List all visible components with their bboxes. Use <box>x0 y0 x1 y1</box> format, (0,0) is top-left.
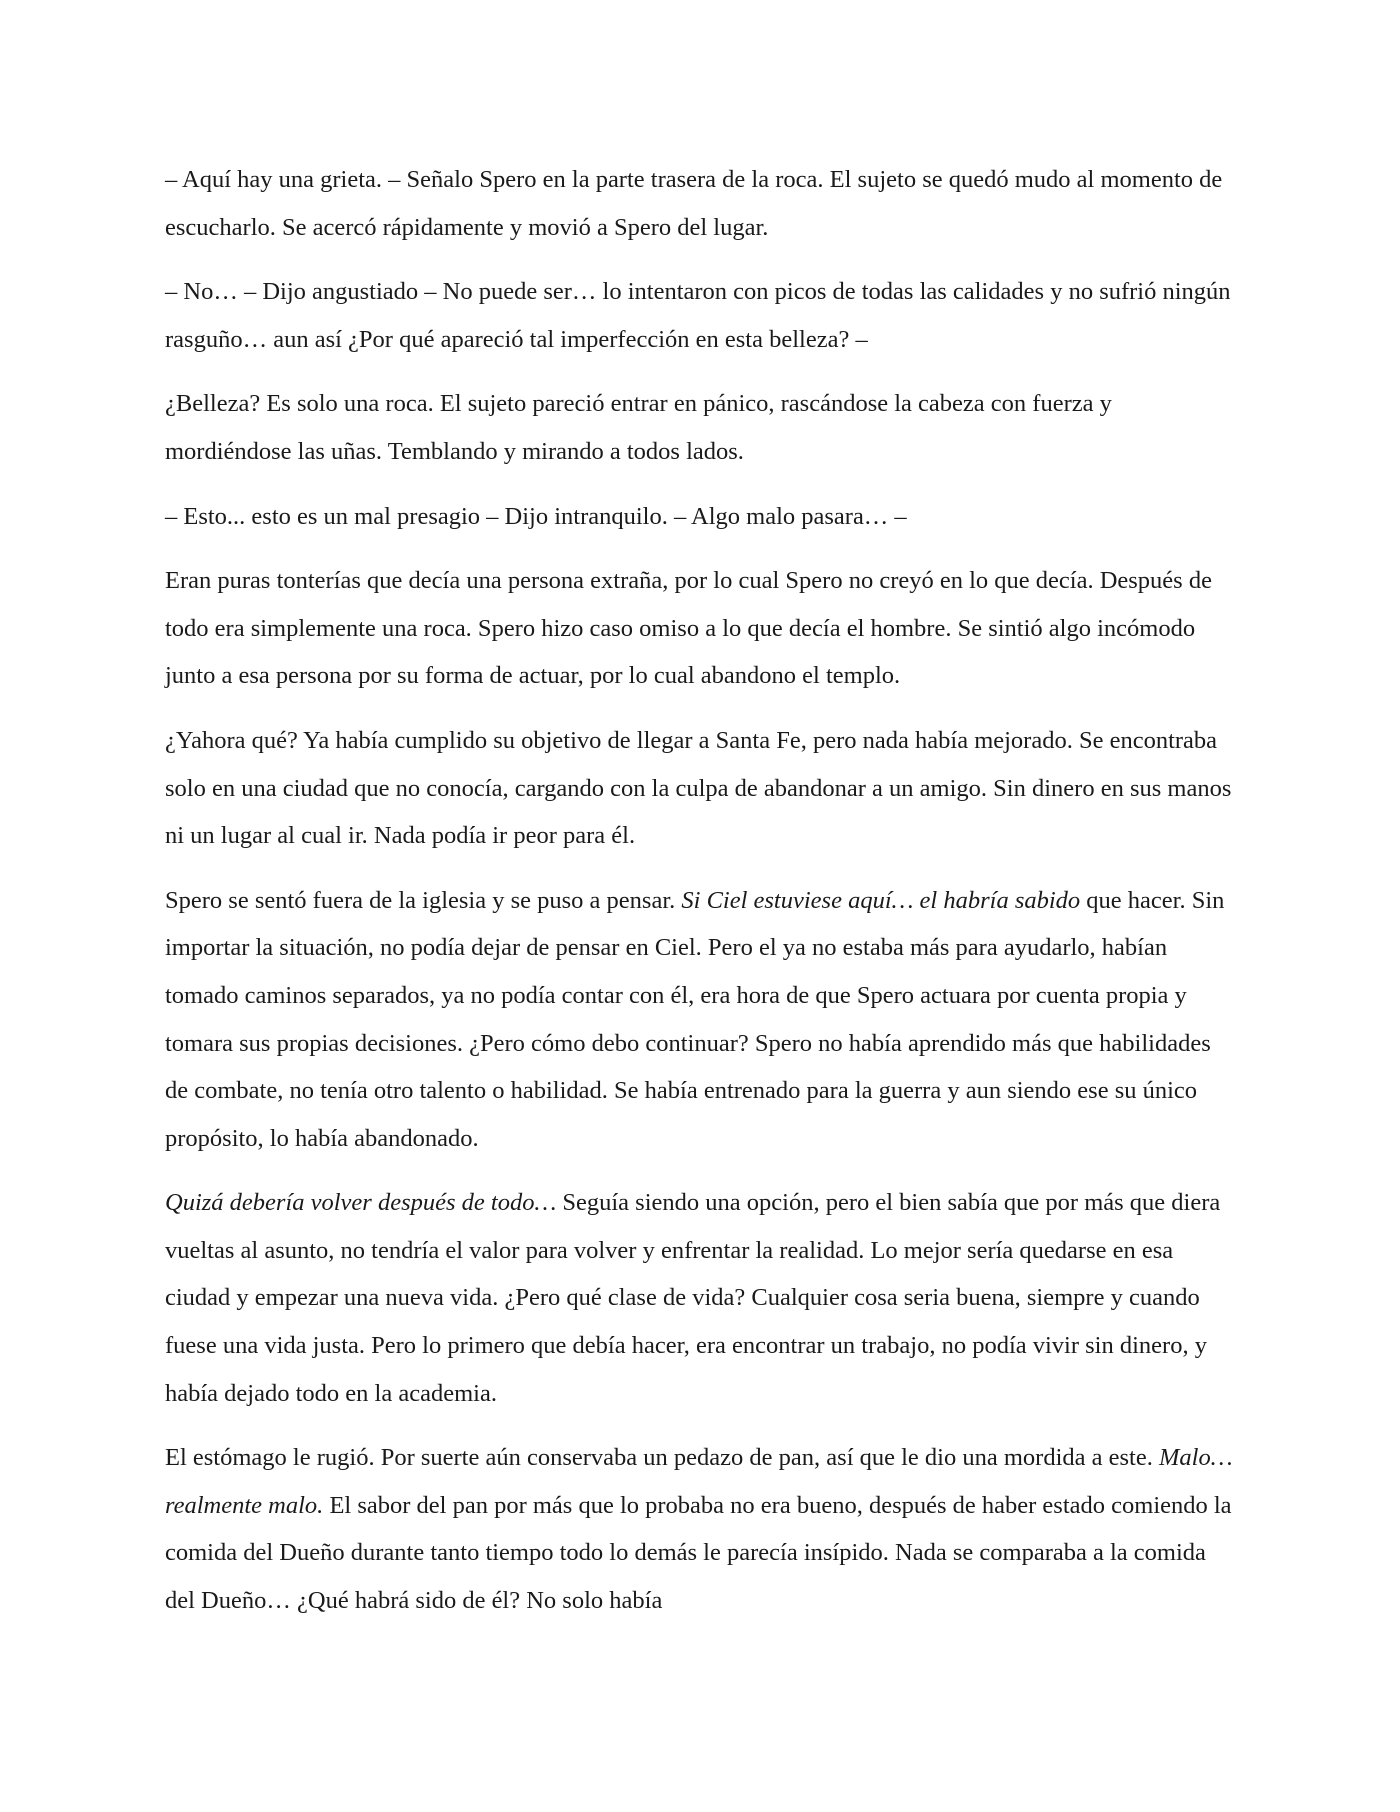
paragraph-text: Eran puras tonterías que decía una persona extraña, por lo cual Spero no creyó en lo que decía. Después de todo era simplemente una roca. Spero hizo caso omiso a lo que decía el hombre. Se sintió algo incómodo junto a esa persona por su forma de actuar, por lo cual abandono el templo. <box>165 567 1212 690</box>
paragraph-text: – Aquí hay una grieta. – Señalo Spero en la parte trasera de la roca. El sujeto se quedó mudo al momento de escucharlo. Se acercó rápidamente y movió a Spero del lugar. <box>165 166 1223 241</box>
paragraph-7 <box>165 877 1235 1163</box>
paragraph-9 <box>165 1434 1235 1624</box>
italic-thought: Malo… realmente malo. <box>165 1444 1233 1519</box>
paragraph-text: El estómago le rugió. Por suerte aún conservaba un pedazo de pan, así que le dio una mordida a este. <box>165 1444 1159 1472</box>
paragraph-6 <box>165 717 1235 860</box>
paragraph-text: – No… – Dijo angustiado – No puede ser… lo intentaron con picos de todas las calidades y no sufrió ningún rasguño… aun así ¿Por qué apareció tal imperfección en esta belleza? – <box>165 278 1231 353</box>
paragraph-4 <box>165 493 1235 541</box>
paragraph-text: ¿Belleza? Es solo una roca. El sujeto pareció entrar en pánico, rascándose la cabeza con fuerza y mordiéndose las uñas. Temblando y mirando a todos lados. <box>165 390 1112 465</box>
italic-thought: Quizá debería volver después de todo… <box>165 1189 557 1217</box>
paragraph-text: ¿Yahora qué? Ya había cumplido su objetivo de llegar a Santa Fe, pero nada había mejorado. Se encontraba solo en una ciudad que no conocía, cargando con la culpa de abandonar a un amigo. Sin dinero en sus manos ni un lugar al cual ir. Nada podía ir peor para él. <box>165 726 1232 850</box>
paragraph-text: Seguía siendo una opción, pero el bien sabía que por más que diera vueltas al asunto, no tendría el valor para volver y enfrentar la realidad. Lo mejor sería quedarse en esa ciudad y empezar una nueva vida. ¿Pero qué clase de vida? Cualquier cosa seria buena, siempre y cuando fuese una vida justa. Pero lo primero que debía hacer, era encontrar un trabajo, no podía vivir sin dinero, y había dejado todo en la academia. <box>165 1189 1221 1407</box>
paragraph-1 <box>165 156 1235 251</box>
paragraph-text: Spero se sentó fuera de la iglesia y se puso a pensar. <box>165 886 682 914</box>
paragraph-3 <box>165 380 1235 475</box>
paragraph-text: El sabor del pan por más que lo probaba no era bueno, después de haber estado comiendo la comida del Dueño durante tanto tiempo todo lo demás le parecía insípido. Nada se comparaba a la comida del Dueño… ¿Qué habrá sido de él? No solo había <box>165 1491 1232 1615</box>
italic-thought: Si Ciel estuviese aquí… el habría sabido <box>681 886 1081 914</box>
document-body <box>165 156 1235 1625</box>
paragraph-5 <box>165 557 1235 700</box>
paragraph-text: que hacer. Sin importar la situación, no podía dejar de pensar en Ciel. Pero el ya no estaba más para ayudarlo, habían tomado caminos separados, ya no podía contar con él, era hora de que Spero actuara por cuenta propia y tomara sus propias decisiones. ¿Pero cómo debo continuar? Spero no había aprendido más que habilidades de combate, no tenía otro talento o habilidad. Se había entrenado para la guerra y aun siendo ese su único propósito, lo había abandonado. <box>165 886 1225 1152</box>
paragraph-2 <box>165 268 1235 363</box>
paragraph-8 <box>165 1179 1235 1417</box>
paragraph-text: – Esto... esto es un mal presagio – Dijo intranquilo. – Algo malo pasara… – <box>165 502 907 530</box>
